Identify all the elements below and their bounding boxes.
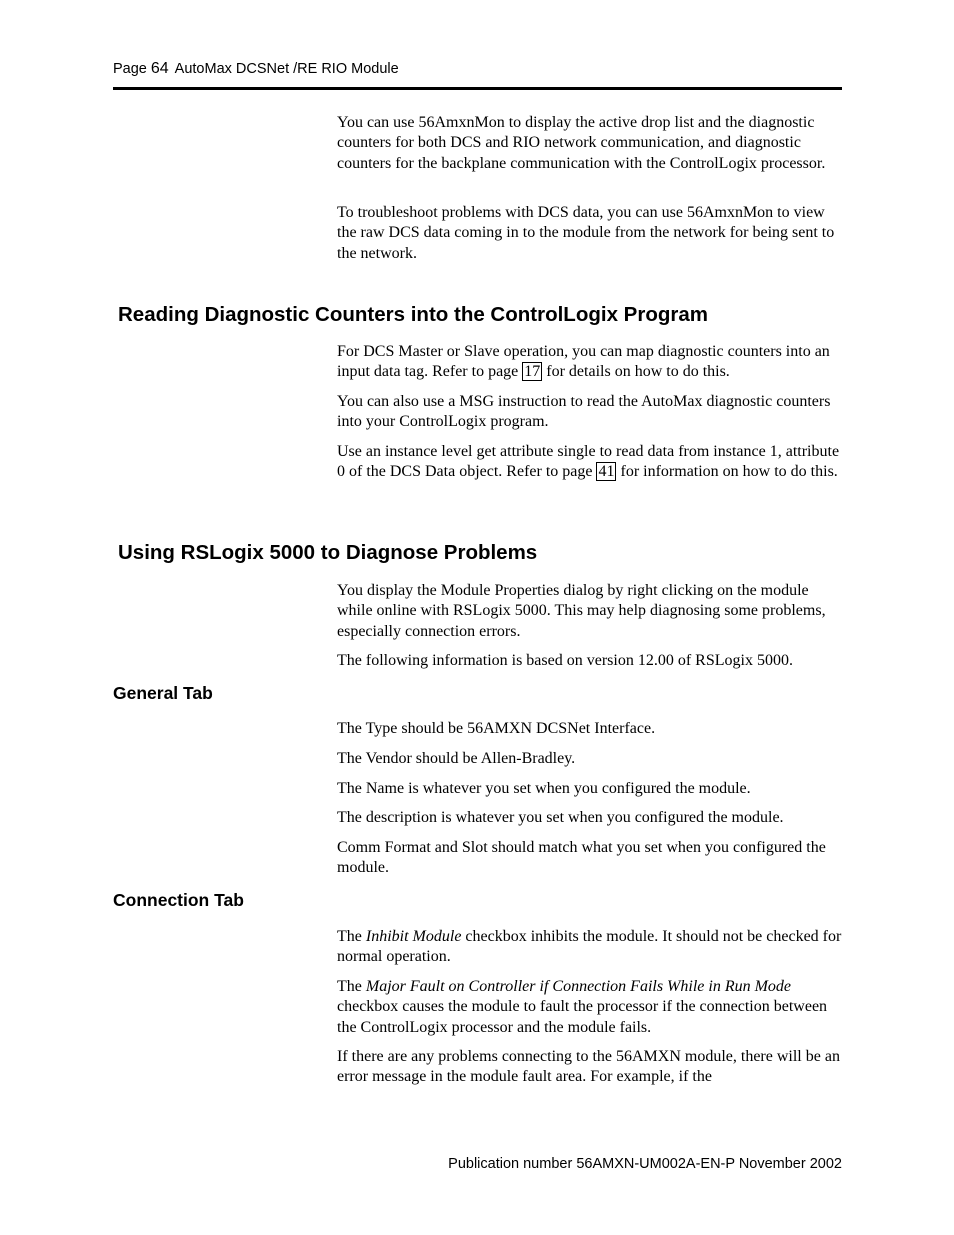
connection-paragraph-1 xyxy=(337,927,843,968)
rslogix-paragraph-2: The following information is based on version 12.00 of RSLogix 5000. xyxy=(337,652,793,669)
page-reference-link[interactable]: 17 xyxy=(524,363,541,381)
intro-paragraph-1: You can use 56AmxnMon to display the active drop list and the diagnostic counters for both DCS and RIO network communication, and diagnostic counters for the backplane communication with the ControlLogix processor. xyxy=(337,114,826,172)
general-paragraph-5: Comm Format and Slot should match what you set when you configured the module. xyxy=(337,839,826,877)
reading-paragraph-3 xyxy=(337,442,843,483)
page-reference-link[interactable]: 41 xyxy=(598,463,615,481)
page-label: Page xyxy=(113,61,147,77)
subheading-connection-tab: Connection Tab xyxy=(113,890,244,910)
connection-p1-the: The xyxy=(337,928,366,945)
page-number: 64 xyxy=(150,60,169,77)
subheading-general-tab: General Tab xyxy=(113,683,213,703)
reading-paragraph-2: You can also use a MSG instruction to read the AutoMax diagnostic counters into your ControlLogix program. xyxy=(337,393,831,431)
connection-p2-the: The xyxy=(337,978,366,995)
page-header xyxy=(113,60,842,82)
general-paragraph-3: The Name is whatever you set when you configured the module. xyxy=(337,780,751,797)
publication-footer: Publication number 56AMXN-UM002A-EN-P November 2002 xyxy=(448,1156,842,1172)
connection-p2-rest: checkbox causes the module to fault the processor if the connection between the ControlLogix processor and the module fails. xyxy=(337,998,828,1036)
reading-p1-text: For DCS Master or Slave operation, you can map diagnostic counters into an input data tag. Refer to page xyxy=(337,343,830,381)
connection-paragraph-2 xyxy=(337,977,843,1038)
connection-p2-italic: Major Fault on Controller if Connection Fails While in Run Mode xyxy=(365,978,792,995)
connection-p1-italic: Inhibit Module xyxy=(365,928,462,945)
rslogix-paragraph-1: You display the Module Properties dialog by right clicking on the module while online with RSLogix 5000. This may help diagnosing some problems, especially connection errors. xyxy=(337,582,826,640)
reading-p3-text-end: for information on how to do this. xyxy=(616,463,838,481)
general-paragraph-2: The Vendor should be Allen-Bradley. xyxy=(337,750,576,767)
general-paragraph-1: The Type should be 56AMXN DCSNet Interface. xyxy=(337,720,656,737)
header-rule xyxy=(113,87,842,90)
section-heading-reading-diagnostic-counters: Reading Diagnostic Counters into the ControlLogix Program xyxy=(118,303,708,326)
general-paragraph-4: The description is whatever you set when you configured the module. xyxy=(337,809,784,826)
reading-p1-text-end: for details on how to do this. xyxy=(542,363,730,381)
connection-paragraph-3: If there are any problems connecting to the 56AMXN module, there will be an error message in the module fault area. For example, if the xyxy=(337,1048,840,1086)
intro-paragraph-2: To troubleshoot problems with DCS data, you can use 56AmxnMon to view the raw DCS data coming in to the module from the network for being sent to the network. xyxy=(337,204,835,262)
reading-paragraph-1 xyxy=(337,342,843,383)
section-heading-using-rslogix: Using RSLogix 5000 to Diagnose Problems xyxy=(118,541,538,564)
connection-p1-rest: checkbox inhibits the module. It should not be checked for normal operation. xyxy=(337,928,842,966)
reading-p3-text: Use an instance level get attribute single to read data from instance 1, attribute 0 of the DCS Data object. Refer to page xyxy=(337,443,840,481)
document-title: AutoMax DCSNet /RE RIO Module xyxy=(174,61,399,77)
